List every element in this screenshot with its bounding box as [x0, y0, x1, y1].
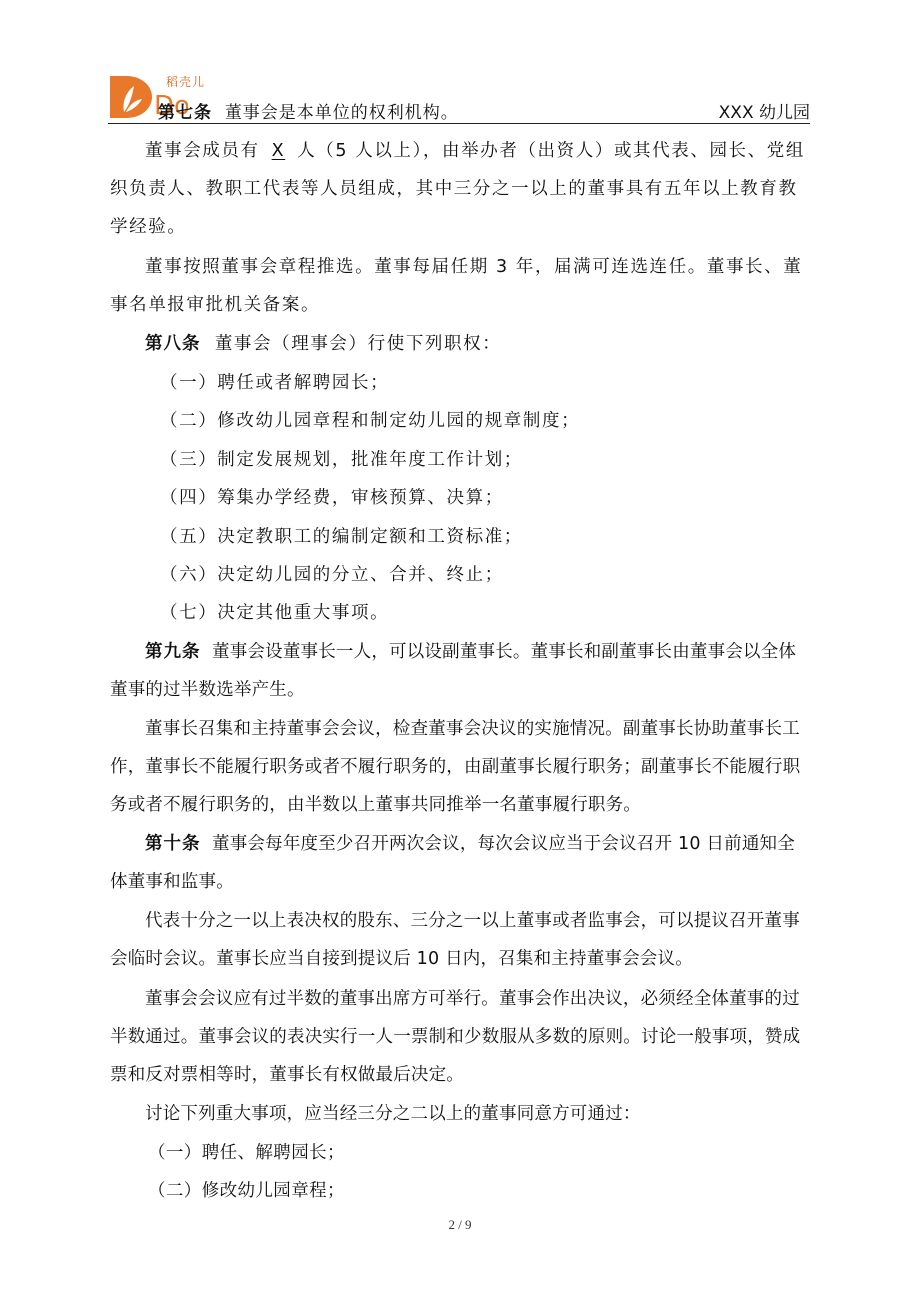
article-ten-label: 第十条 — [145, 834, 201, 854]
article-nine: 第九条 董事会设董事长一人，可以设副董事长。董事长和副董事长由董事会以全体董事的过半数选举产生。 — [110, 642, 797, 700]
list-item: （四）筹集办学经费，审核预算、决算； — [160, 488, 504, 508]
article-nine-label: 第九条 — [145, 642, 201, 662]
list-item: （二）修改幼儿园章程； — [148, 1181, 345, 1201]
article-eight: 第八条 董事会（理事会）行使下列职权： — [145, 334, 502, 354]
article-label: 第七条 — [158, 103, 212, 123]
logo-chinese-text: 稻壳儿 — [166, 75, 206, 89]
logo-letters: Do — [154, 91, 188, 121]
article-ten: 第十条 董事会每年度至少召开两次会议，每次会议应当于会议召开 10 日前通知全体董事和监事。 — [110, 834, 795, 892]
header-divider — [108, 123, 810, 124]
page-header — [108, 68, 810, 122]
list-item: （五）决定教职工的编制定额和工资标准； — [160, 527, 523, 547]
article-eight-label: 第八条 — [145, 334, 201, 354]
list-item: （二）修改幼儿园章程和制定幼儿园的规章制度； — [160, 411, 581, 431]
paragraph-quorum: 董事会会议应有过半数的董事出席方可举行。董事会作出决议，必须经全体董事的过半数通过。董事会议的表决实行一人一票制和少数服从多数的原则。讨论一般事项，赞成票和反对票相等时，董事长有权做最后决定。 — [110, 989, 801, 1085]
list-item: （一）聘任或者解聘园长； — [160, 373, 390, 393]
paragraph-major-matters: 讨论下列重大事项，应当经三分之二以上的董事同意方可通过： — [145, 1104, 641, 1124]
list-item: （六）决定幼儿园的分立、合并、终止； — [160, 565, 504, 585]
paragraph-chairman: 董事长召集和主持董事会会议，检查董事会决议的实施情况。副董事长协助董事长工作，董事长不能履行职务或者不履行职务的，由副董事长履行职务；副董事长不能履行职务或者不履行职务的，由半数以上董事共同推举一名董事履行职务。 — [110, 719, 801, 815]
list-item: （三）制定发展规划，批准年度工作计划； — [160, 450, 523, 470]
article-text: 董事会是本单位的权利机构。 — [224, 103, 459, 123]
list-item: （一）聘任、解聘园长； — [148, 1143, 345, 1163]
organization-name: XXX 幼儿园 — [718, 103, 810, 123]
member-count-blank: X — [271, 141, 286, 161]
page-number: 2 / 9 — [448, 1217, 472, 1232]
list-item: （七）决定其他重大事项。 — [160, 603, 390, 623]
header-article — [158, 98, 459, 123]
paragraph-election: 董事按照董事会章程推选。董事每届任期 3 年，届满可连选连任。董事长、董事名单报审批机关备案。 — [110, 257, 803, 315]
paragraph-interim-meeting: 代表十分之一以上表决权的股东、三分之一以上董事或者监事会，可以提议召开董事会临时会议。董事长应当自接到提议后 10 日内，召集和主持董事会会议。 — [110, 911, 800, 969]
paragraph-members: 董事会成员有 X 人（5 人以上），由举办者（出资人）或其代表、园长、党组织负责人、教职工代表等人员组成，其中三分之一以上的董事具有五年以上教育教学经验。 — [110, 141, 805, 237]
